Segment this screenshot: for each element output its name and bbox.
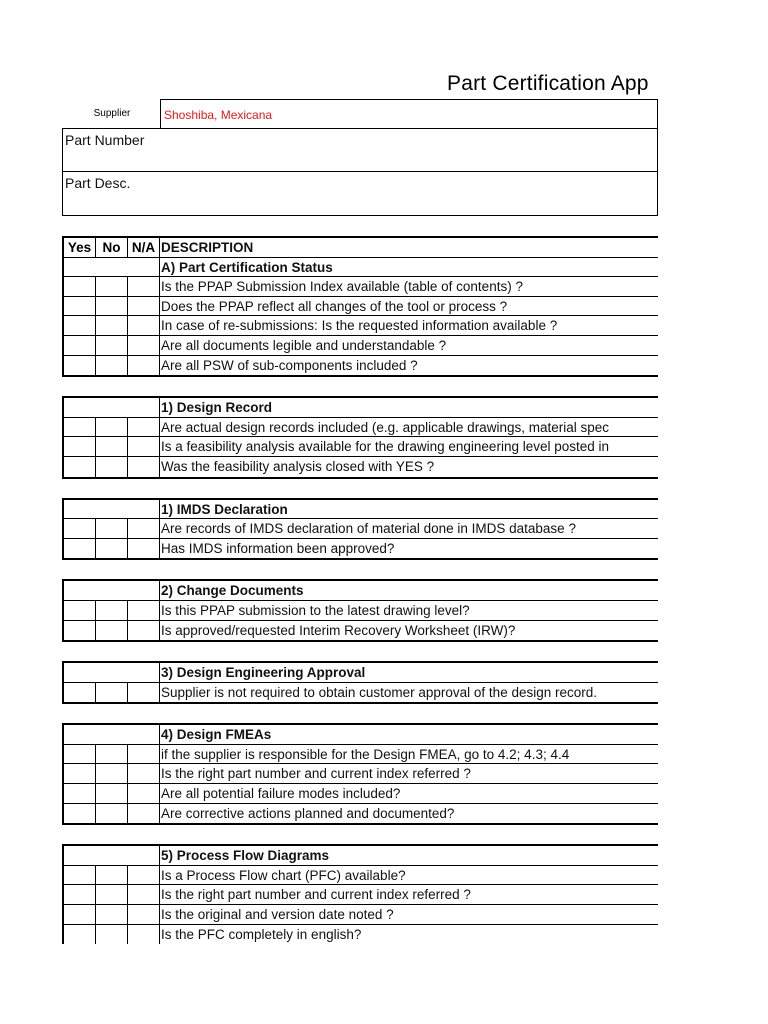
checklist-table: [62, 236, 658, 944]
section-heading-row: [64, 500, 658, 520]
na-checkbox-cell[interactable]: [128, 457, 160, 477]
section-heading-row: [64, 398, 658, 418]
checklist-item-description: Is the right part number and current index referred ?: [161, 766, 471, 782]
checklist-item-row: [64, 925, 658, 945]
checklist-item-description: Does the PPAP reflect all changes of the tool or process ?: [161, 298, 508, 314]
no-checkbox-cell[interactable]: [96, 905, 128, 924]
heading-spacer-cell: [64, 725, 160, 744]
na-checkbox-cell[interactable]: [128, 418, 160, 437]
na-checkbox-cell[interactable]: [128, 784, 160, 803]
checklist-section: [62, 498, 658, 561]
section-heading: 1) IMDS Declaration: [161, 501, 288, 517]
checklist-item-row: [64, 277, 658, 297]
yes-checkbox-cell[interactable]: [64, 418, 96, 437]
part-number-label[interactable]: Part Number: [63, 129, 657, 172]
no-checkbox-cell[interactable]: [96, 316, 128, 335]
checklist-item-description: Is approved/requested Interim Recovery Worksheet (IRW)?: [161, 622, 516, 638]
section-heading: 1) Design Record: [161, 400, 273, 416]
na-column-header: N/A: [128, 238, 160, 257]
checklist-section: [62, 661, 658, 704]
heading-spacer-cell: [64, 500, 160, 519]
checklist-item-description: Is a feasibility analysis available for the drawing engineering level posted in: [161, 439, 610, 455]
na-checkbox-cell[interactable]: [128, 316, 160, 335]
no-checkbox-cell[interactable]: [96, 601, 128, 620]
no-checkbox-cell[interactable]: [96, 457, 128, 477]
na-checkbox-cell[interactable]: [128, 905, 160, 924]
no-column-header: No: [96, 238, 128, 257]
checklist-item-description: Are all PSW of sub-components included ?: [161, 357, 418, 373]
checklist-item-row: [64, 356, 658, 376]
checklist-item-row: [64, 457, 658, 477]
section-heading-row: [64, 725, 658, 745]
no-checkbox-cell[interactable]: [96, 336, 128, 355]
na-checkbox-cell[interactable]: [128, 356, 160, 376]
yes-checkbox-cell[interactable]: [64, 539, 96, 559]
section-heading-row: [64, 258, 658, 278]
section-heading: 5) Process Flow Diagrams: [161, 848, 330, 864]
checklist-section: [62, 844, 658, 944]
yes-checkbox-cell[interactable]: [64, 764, 96, 783]
checklist-item-description: if the supplier is responsible for the Design FMEA, go to 4.2; 4.3; 4.4: [161, 746, 570, 762]
no-checkbox-cell[interactable]: [96, 418, 128, 437]
checklist-item-description: Was the feasibility analysis closed with YES ?: [161, 458, 435, 474]
checklist-item-description: In case of re-submissions: Is the requested information available ?: [161, 318, 558, 334]
checklist-item-row: [64, 885, 658, 905]
no-checkbox-cell[interactable]: [96, 784, 128, 803]
checklist-item-description: Has IMDS information been approved?: [161, 540, 395, 556]
yes-checkbox-cell[interactable]: [64, 745, 96, 764]
checklist-item-row: [64, 905, 658, 925]
no-checkbox-cell[interactable]: [96, 925, 128, 945]
part-info-box: [62, 128, 658, 216]
no-checkbox-cell[interactable]: [96, 683, 128, 703]
na-checkbox-cell[interactable]: [128, 621, 160, 641]
yes-checkbox-cell[interactable]: [64, 297, 96, 316]
section-heading-row: [64, 663, 658, 683]
yes-checkbox-cell[interactable]: [64, 356, 96, 376]
yes-checkbox-cell[interactable]: [64, 519, 96, 538]
na-checkbox-cell[interactable]: [128, 764, 160, 783]
checklist-item-description: Are all potential failure modes included?: [161, 786, 401, 802]
yes-checkbox-cell[interactable]: [64, 621, 96, 641]
no-checkbox-cell[interactable]: [96, 519, 128, 538]
na-checkbox-cell[interactable]: [128, 297, 160, 316]
no-checkbox-cell[interactable]: [96, 804, 128, 824]
checklist-item-description: Are records of IMDS declaration of material done in IMDS database ?: [161, 521, 576, 537]
yes-checkbox-cell[interactable]: [64, 316, 96, 335]
na-checkbox-cell[interactable]: [128, 745, 160, 764]
checklist-item-row: [64, 418, 658, 438]
na-checkbox-cell[interactable]: [128, 519, 160, 538]
checklist-item-row: [64, 683, 658, 703]
yes-checkbox-cell[interactable]: [64, 784, 96, 803]
na-checkbox-cell[interactable]: [128, 866, 160, 885]
yes-checkbox-cell[interactable]: [64, 925, 96, 945]
section-heading-row: [64, 846, 658, 866]
supplier-label: Supplier: [93, 108, 131, 119]
heading-spacer-cell: [64, 258, 160, 277]
checklist-section: [62, 723, 658, 825]
na-checkbox-cell[interactable]: [128, 437, 160, 456]
checklist-item-row: [64, 866, 658, 886]
no-checkbox-cell[interactable]: [96, 297, 128, 316]
no-checkbox-cell[interactable]: [96, 539, 128, 559]
na-checkbox-cell[interactable]: [128, 336, 160, 355]
yes-column-header: Yes: [64, 238, 96, 257]
part-desc-label[interactable]: Part Desc.: [65, 175, 131, 191]
checklist-item-row: [64, 539, 658, 559]
checklist-item-row: [64, 745, 658, 765]
supplier-value[interactable]: Shoshiba, Mexicana: [160, 99, 658, 128]
section-heading: A) Part Certification Status: [161, 259, 333, 275]
yes-checkbox-cell[interactable]: [64, 277, 96, 296]
checklist-item-row: [64, 601, 658, 621]
yes-checkbox-cell[interactable]: [64, 866, 96, 885]
na-checkbox-cell[interactable]: [128, 925, 160, 945]
yes-checkbox-cell[interactable]: [64, 336, 96, 355]
checklist-item-description: Are corrective actions planned and documented?: [161, 805, 455, 821]
heading-spacer-cell: [64, 846, 160, 865]
checklist-item-row: [64, 519, 658, 539]
checklist-item-description: Are actual design records included (e.g. applicable drawings, material spec: [161, 419, 609, 435]
checklist-item-row: [64, 804, 658, 824]
checklist-item-row: [64, 297, 658, 317]
checklist-item-row: [64, 784, 658, 804]
section-heading: 3) Design Engineering Approval: [161, 665, 366, 681]
yes-checkbox-cell[interactable]: [64, 804, 96, 824]
checklist-item-row: [64, 621, 658, 641]
checklist-section: [62, 579, 658, 642]
checklist-item-row: [64, 437, 658, 457]
no-checkbox-cell[interactable]: [96, 866, 128, 885]
checklist-item-description: Are all documents legible and understandable ?: [161, 337, 447, 353]
yes-checkbox-cell[interactable]: [64, 683, 96, 703]
section-heading: 2) Change Documents: [161, 583, 304, 599]
checklist-item-row: [64, 316, 658, 336]
yes-checkbox-cell[interactable]: [64, 437, 96, 456]
checklist-item-row: [64, 764, 658, 784]
document-title: Part Certification App: [447, 72, 649, 95]
checklist-item-description: Is the original and version date noted ?: [161, 907, 394, 923]
na-checkbox-cell[interactable]: [128, 277, 160, 296]
no-checkbox-cell[interactable]: [96, 621, 128, 641]
checklist-item-description: Is the right part number and current index referred ?: [161, 887, 471, 903]
no-checkbox-cell[interactable]: [96, 437, 128, 456]
heading-spacer-cell: [64, 663, 160, 682]
yes-checkbox-cell[interactable]: [64, 601, 96, 620]
no-checkbox-cell[interactable]: [96, 356, 128, 376]
checklist-item-description: Is a Process Flow chart (PFC) available?: [161, 867, 406, 883]
checklist-item-description: Is this PPAP submission to the latest drawing level?: [161, 602, 470, 618]
yes-checkbox-cell[interactable]: [64, 905, 96, 924]
checklist-item-description: Is the PFC completely in english?: [161, 926, 362, 942]
checklist-item-description: Supplier is not required to obtain customer approval of the design record.: [161, 684, 598, 700]
no-checkbox-cell[interactable]: [96, 745, 128, 764]
no-checkbox-cell[interactable]: [96, 885, 128, 904]
checklist-item-row: [64, 336, 658, 356]
heading-spacer-cell: [64, 581, 160, 600]
checklist-item-description: Is the PPAP Submission Index available (table of contents) ?: [161, 279, 523, 295]
table-header-row: [64, 238, 658, 258]
na-checkbox-cell[interactable]: [128, 601, 160, 620]
yes-checkbox-cell[interactable]: [64, 457, 96, 477]
yes-checkbox-cell[interactable]: [64, 885, 96, 904]
checklist-section: [62, 396, 658, 478]
na-checkbox-cell[interactable]: [128, 683, 160, 703]
description-column-header: DESCRIPTION: [161, 240, 254, 255]
section-heading: 4) Design FMEAs: [161, 727, 272, 743]
na-checkbox-cell[interactable]: [128, 539, 160, 559]
no-checkbox-cell[interactable]: [96, 277, 128, 296]
na-checkbox-cell[interactable]: [128, 804, 160, 824]
heading-spacer-cell: [64, 398, 160, 417]
section-heading-row: [64, 581, 658, 601]
na-checkbox-cell[interactable]: [128, 885, 160, 904]
checklist-section: [62, 236, 658, 377]
no-checkbox-cell[interactable]: [96, 764, 128, 783]
